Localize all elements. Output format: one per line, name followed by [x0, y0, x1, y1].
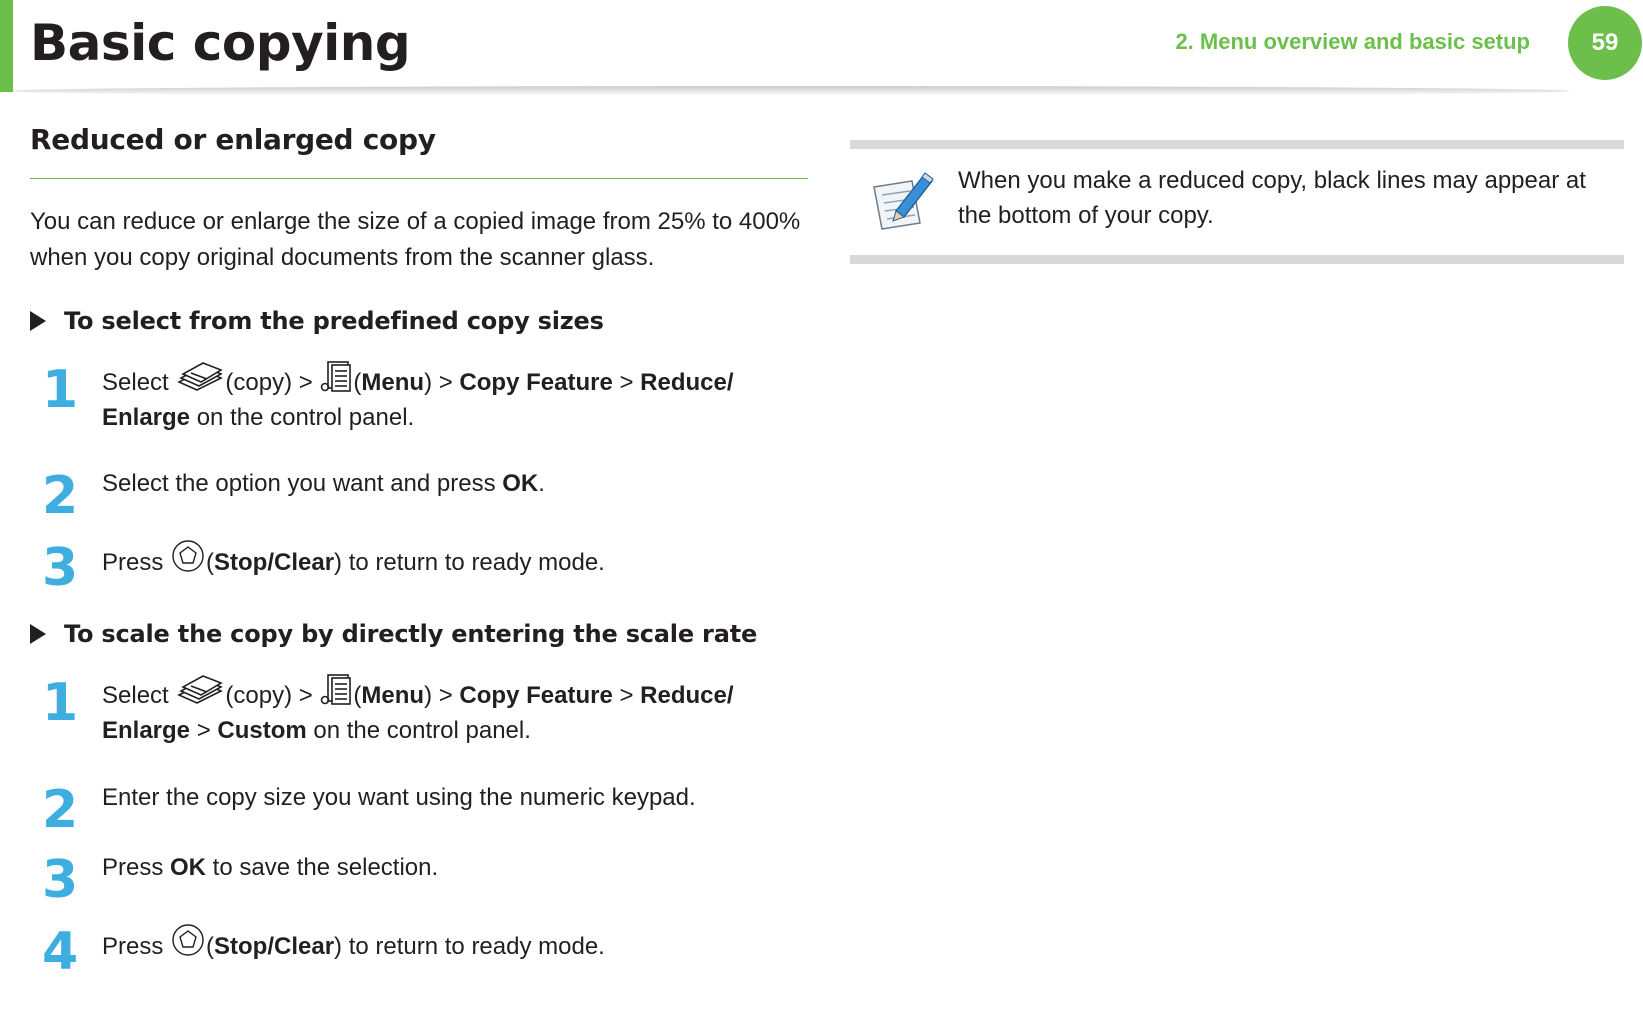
step-text-fragment: ( — [353, 682, 362, 709]
step-text-fragment: Press — [102, 854, 171, 881]
procedure2-heading — [30, 617, 757, 651]
triangle-arrow-icon — [30, 311, 46, 331]
header-accent-bar — [0, 0, 13, 92]
step-number: 4 — [42, 922, 77, 982]
step-text-fragment: . — [538, 470, 545, 497]
copy-icon — [175, 362, 225, 394]
page-title: Basic copying — [30, 14, 411, 72]
stop-clear-label: Stop/Clear — [214, 933, 335, 960]
stop-clear-icon — [170, 922, 206, 958]
step-text-fragment: > — [190, 717, 218, 744]
step-number: 3 — [42, 538, 77, 598]
step-number: 1 — [42, 673, 77, 733]
intro-paragraph: You can reduce or enlarge the size of a copied image from 25% to 400% when you copy original documents from the scanner glass. — [30, 208, 801, 271]
note-pencil-icon — [866, 167, 936, 237]
step-number: 1 — [42, 360, 77, 420]
step-text-fragment: ( — [353, 369, 362, 396]
step-number: 2 — [42, 780, 77, 840]
step-text-fragment: Select the option you want and press — [102, 470, 503, 497]
step-text: Enter the copy size you want using the numeric keypad. — [102, 784, 696, 811]
step-text-fragment: Select — [102, 369, 176, 396]
step-text — [102, 538, 792, 580]
procedure1-title: To select from the predefined copy sizes — [64, 307, 604, 335]
custom-label: Custom — [217, 717, 307, 744]
step-text — [102, 360, 792, 435]
note-box — [850, 140, 1624, 264]
page-number-badge: 59 — [1568, 6, 1642, 80]
step-text-fragment: on the control panel. — [306, 717, 531, 744]
stop-clear-icon — [170, 538, 206, 574]
step-text — [102, 850, 792, 885]
step-text — [102, 922, 792, 964]
menu-label: Menu — [361, 682, 425, 709]
step-text-fragment: > — [612, 369, 641, 396]
procedure1-heading — [30, 304, 604, 338]
procedure2-title: To scale the copy by directly entering the scale rate — [64, 620, 758, 648]
chapter-title: 2. Menu overview and basic setup — [1175, 29, 1530, 54]
header-divider — [10, 86, 1570, 96]
copy-feature-label: Copy Feature — [459, 682, 613, 709]
step-text — [102, 466, 792, 501]
stop-clear-label: Stop/Clear — [214, 549, 335, 576]
ok-label: OK — [502, 470, 539, 497]
triangle-arrow-icon — [30, 624, 46, 644]
note-text: When you make a reduced copy, black lines may appear at the bottom of your copy. — [958, 167, 1586, 229]
ok-label: OK — [170, 854, 207, 881]
menu-icon — [319, 673, 353, 707]
step-text-fragment: (copy) > — [225, 369, 320, 396]
step-number: 3 — [42, 850, 77, 910]
section-divider — [30, 178, 808, 179]
menu-label: Menu — [361, 369, 425, 396]
section-heading: Reduced or enlarged copy — [30, 123, 436, 156]
step-text-fragment: > — [612, 682, 641, 709]
copy-feature-label: Copy Feature — [459, 369, 613, 396]
step-text — [102, 673, 792, 748]
menu-icon — [319, 360, 353, 394]
step-text-fragment: ) to return to ready mode. — [334, 549, 605, 576]
step-text-fragment: on the control panel. — [190, 404, 415, 431]
reduce-enlarge-label: Reduce/ Enlarge — [102, 369, 734, 431]
step-text-fragment: to save the selection. — [206, 854, 439, 881]
step-text-fragment: Press — [102, 549, 171, 576]
step-text-fragment: ( — [206, 549, 215, 576]
step-number: 2 — [42, 466, 77, 526]
reduce-enlarge-label: Reduce/ Enlarge — [102, 682, 734, 744]
step-text-fragment: Press — [102, 933, 171, 960]
step-text-fragment: (copy) > — [225, 682, 320, 709]
copy-icon — [175, 675, 225, 707]
step-text-fragment: ) > — [424, 369, 460, 396]
step-text-fragment: Select — [102, 682, 176, 709]
step-text-fragment: ( — [206, 933, 215, 960]
step-text-fragment: ) > — [424, 682, 460, 709]
step-text-fragment: ) to return to ready mode. — [334, 933, 605, 960]
left-column — [30, 120, 808, 982]
